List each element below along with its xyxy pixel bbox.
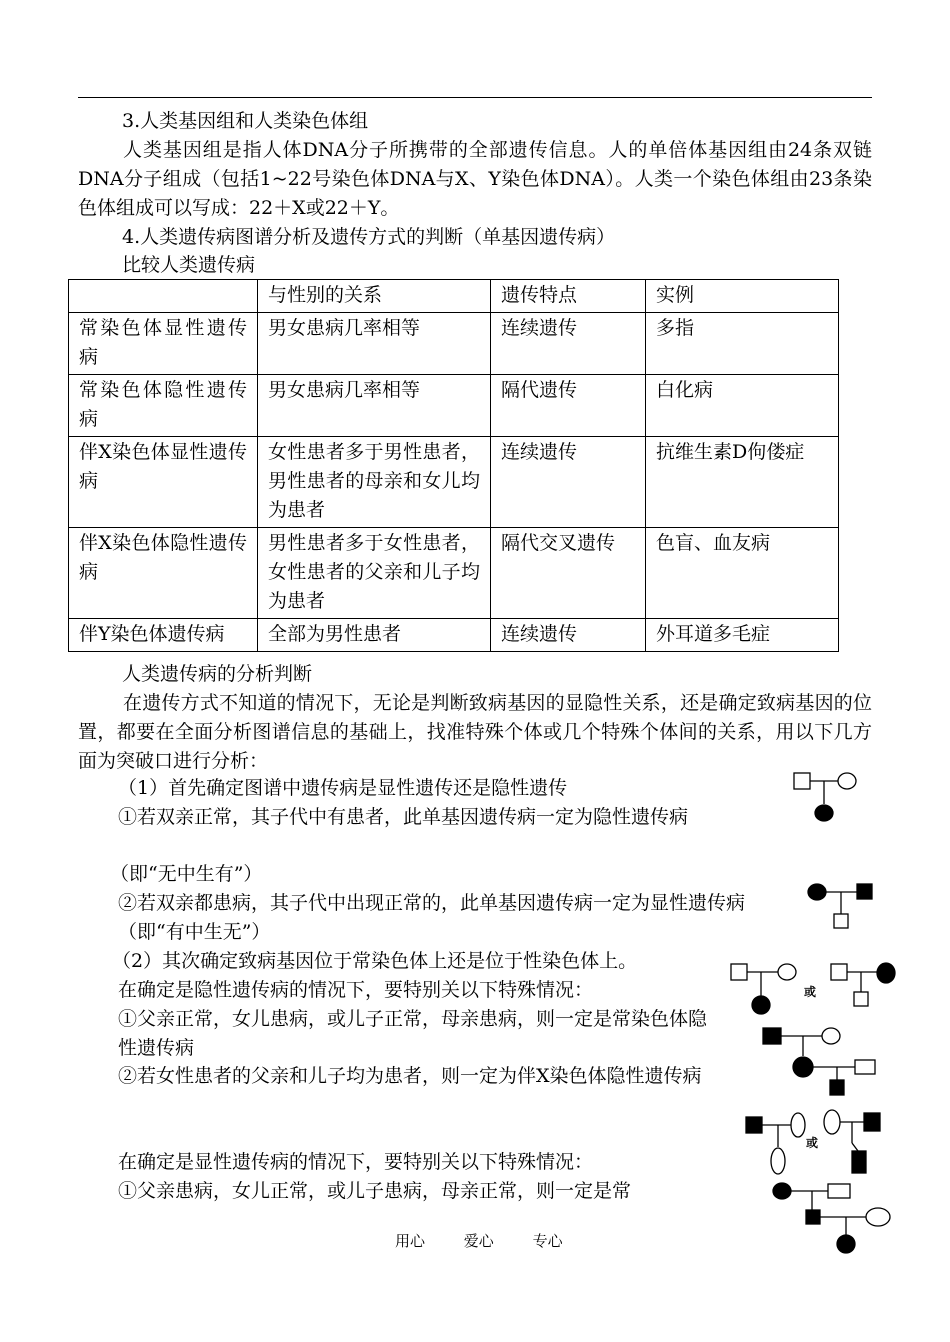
section4-heading: 4.人类遗传病图谱分析及遗传方式的判断（单基因遗传病） (122, 226, 616, 248)
footer-word: 爱心 (463, 1232, 494, 1250)
table-header-cell: 遗传特点 (491, 280, 646, 313)
table-cell: 男女患病几率相等 (258, 313, 491, 375)
table-cell: 女性患者多于男性患者，男性患者的母亲和女儿均为患者 (258, 437, 491, 528)
rule1a-text: ①若双亲正常，其子代中有患者，此单基因遗传病一定为隐性遗传病 (118, 806, 689, 828)
step2-text: （2）其次确定致病基因位于常染色体上还是位于性染色体上。 (112, 950, 638, 972)
dominant-rule1: ①父亲患病，女儿正常，或儿子患病，母亲正常，则一定是常 (118, 1180, 632, 1202)
table-header-cell: 与性别的关系 (258, 280, 491, 313)
recessive-intro: 在确定是隐性遗传病的情况下，要特别关以下特殊情况： (118, 979, 594, 1001)
table-cell: 伴X染色体显性遗传病 (69, 437, 258, 528)
pedigree-x-linked-pair (742, 1105, 892, 1177)
rule2a-text: ②若双亲都患病，其子代中出现正常的，此单基因遗传病一定为显性遗传病（即“有中生无”） (118, 892, 746, 943)
table-cell: 连续遗传 (491, 313, 646, 375)
section3-paragraph: 人类基因组是指人体DNA分子所携带的全部遗传信息。人的单倍体基因组由24条双链DNA分子组成（包括1~22号染色体DNA与X、Y染色体DNA）。人类一个染色体组由23条染色体组成可以写成：22＋X或22＋Y。 (78, 139, 872, 219)
section3-heading: 3.人类基因组和人类染色体组 (122, 110, 369, 132)
table-cell: 男女患病几率相等 (258, 375, 491, 437)
table-row (69, 437, 839, 528)
analysis-intro: 在遗传方式不知道的情况下，无论是判断致病基因的显隐性关系，还是确定致病基因的位置，都要在全面分析图谱信息的基础上，找准特殊个体或几个特殊个体间的关系，用以下几方面为突破口进行分析： (78, 692, 872, 772)
table-cell: 伴X染色体隐性遗传病 (69, 528, 258, 619)
table-cell: 常染色体显性遗传病 (69, 313, 258, 375)
recessive-rule1: ①父亲正常，女儿患病，或儿子正常，母亲患病，则一定是常染色体隐性遗传病 (118, 1008, 708, 1059)
table-cell: 外耳道多毛症 (646, 619, 839, 652)
step1-text: （1）首先确定图谱中遗传病是显性遗传还是隐性遗传 (118, 777, 568, 799)
analysis-title: 人类遗传病的分析判断 (122, 663, 313, 685)
genetic-disease-table (68, 279, 839, 652)
table-cell: 色盲、血友病 (646, 528, 839, 619)
table-cell: 常染色体隐性遗传病 (69, 375, 258, 437)
rule1b-text: （即“无中生有”） (110, 863, 263, 885)
pedigree-affected-parents-normal-son (805, 878, 880, 938)
recessive-rule2: ②若女性患者的父亲和儿子均为患者，则一定为伴X染色体隐性遗传病 (118, 1065, 702, 1087)
footer-word: 专心 (532, 1232, 563, 1250)
table-header-cell: 实例 (646, 280, 839, 313)
table-row (69, 313, 839, 375)
pedigree-normal-parents-affected-daughter (790, 768, 860, 826)
or-label: 或 (806, 1136, 819, 1150)
footer-word: 用心 (395, 1232, 426, 1250)
page-footer (395, 1230, 593, 1251)
table-row (69, 375, 839, 437)
table-cell: 白化病 (646, 375, 839, 437)
table-cell: 多指 (646, 313, 839, 375)
table-caption: 比较人类遗传病 (122, 254, 256, 276)
dominant-intro: 在确定是显性遗传病的情况下，要特别关以下特殊情况： (118, 1151, 594, 1173)
table-cell: 连续遗传 (491, 619, 646, 652)
table-cell: 抗维生素D佝偻症 (646, 437, 839, 528)
table-cell: 伴Y染色体遗传病 (69, 619, 258, 652)
table-header-cell (69, 280, 258, 313)
table-row (69, 619, 839, 652)
or-label: 或 (804, 985, 817, 999)
table-cell: 隔代交叉遗传 (491, 528, 646, 619)
pedigree-x-recessive (755, 1020, 885, 1098)
header-rule (78, 97, 872, 98)
table-row (69, 528, 839, 619)
table-cell: 隔代遗传 (491, 375, 646, 437)
table-cell: 男性患者多于女性患者，女性患者的父亲和儿子均为患者 (258, 528, 491, 619)
table-cell: 全部为男性患者 (258, 619, 491, 652)
pedigree-autosomal-dominant (770, 1178, 895, 1258)
table-header-row (69, 280, 839, 313)
table-cell: 连续遗传 (491, 437, 646, 528)
